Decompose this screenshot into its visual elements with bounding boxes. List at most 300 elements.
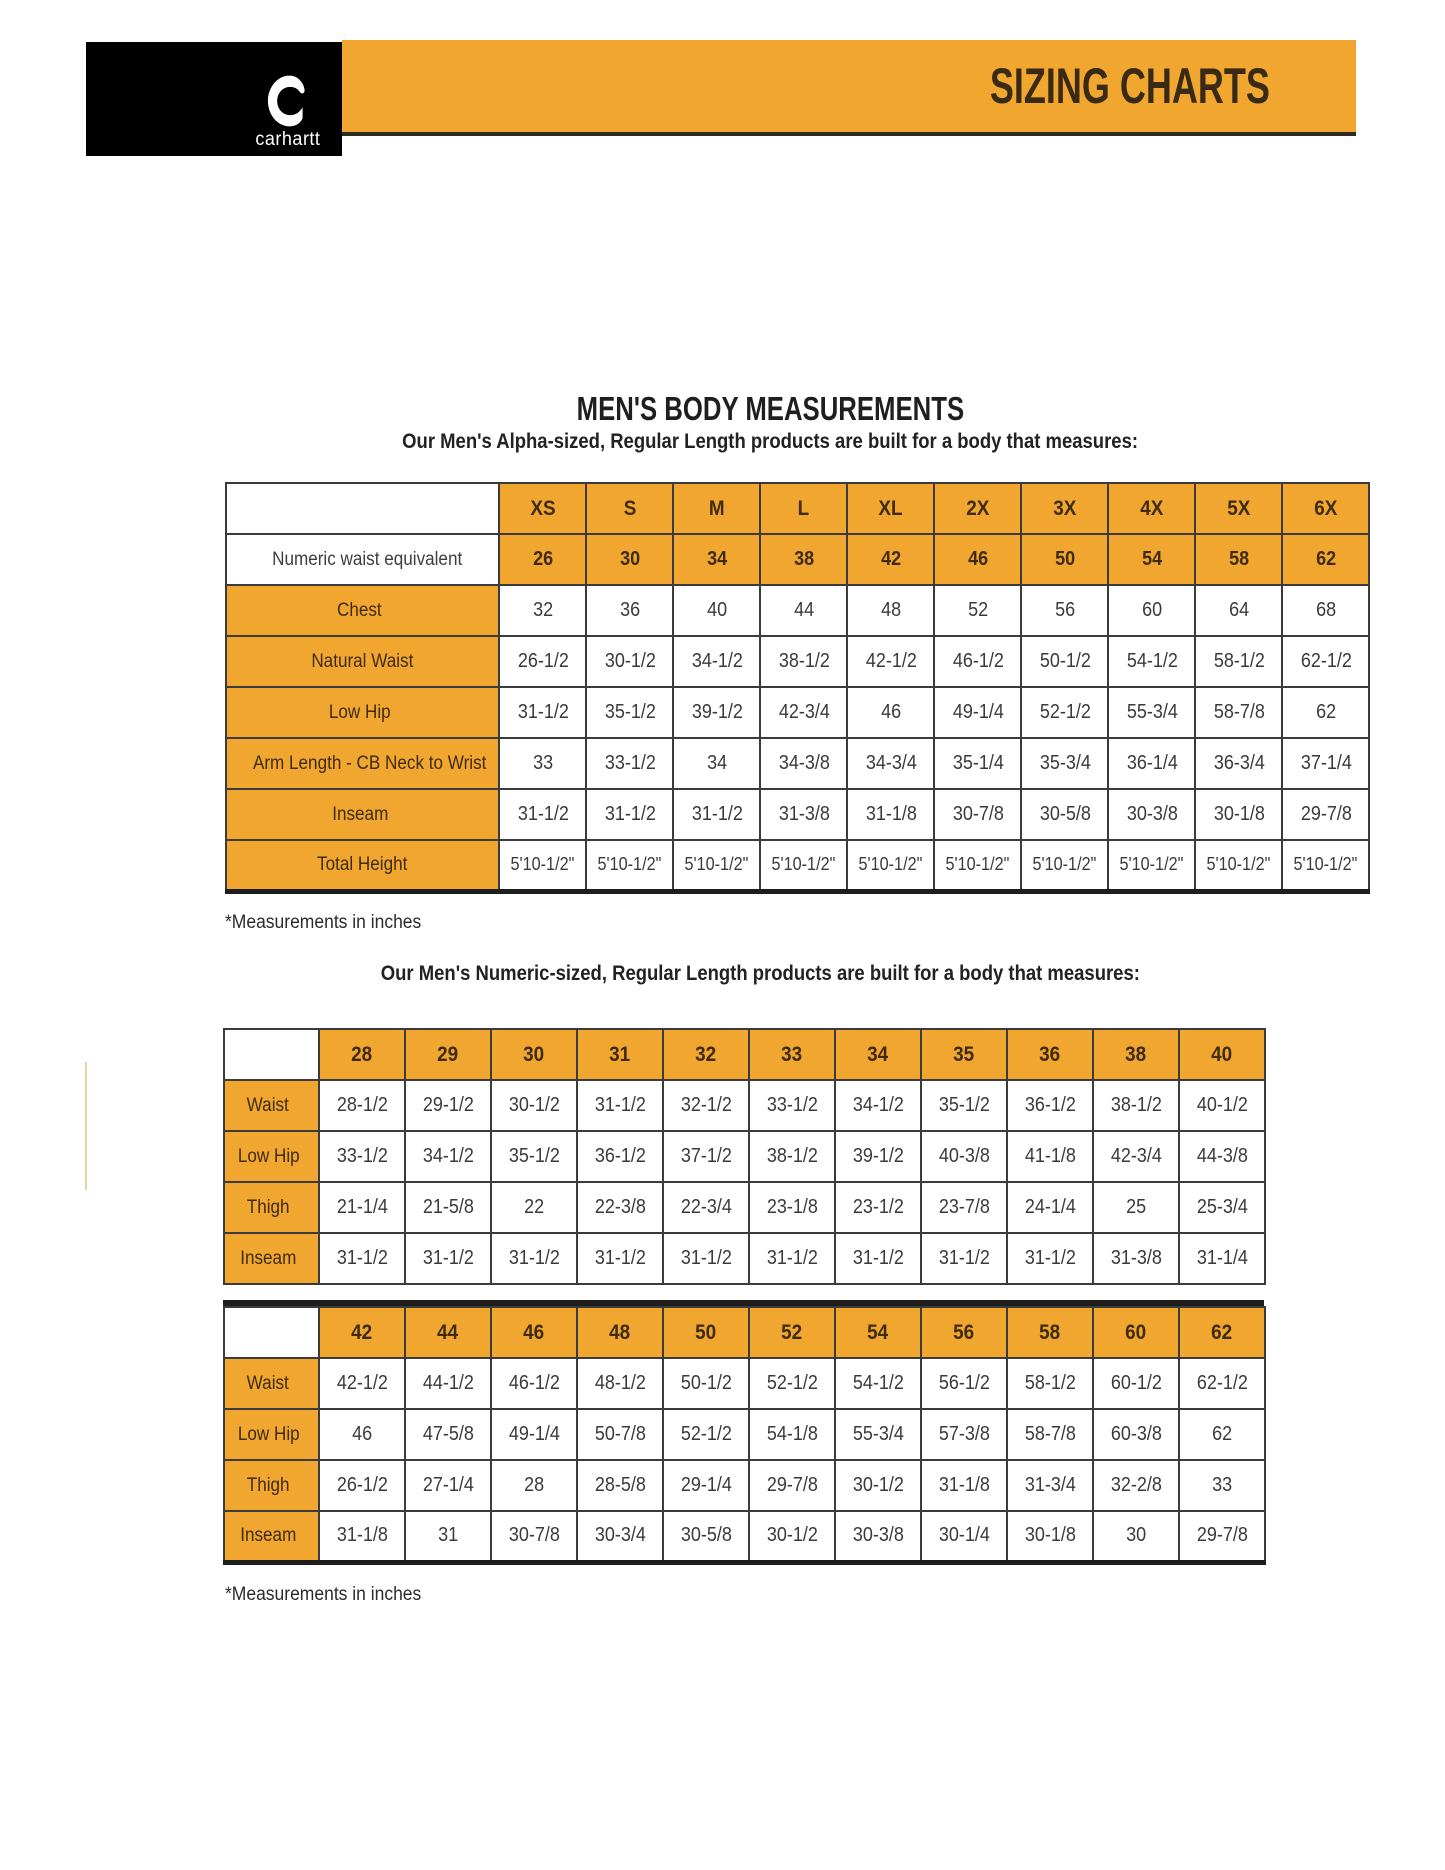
value-cell <box>491 1511 577 1562</box>
value-cell <box>1007 1409 1093 1460</box>
measurement-row <box>224 1233 1265 1284</box>
size-header-cell <box>491 1307 577 1358</box>
value-cell <box>1108 840 1195 891</box>
value-cell-text: 30 <box>619 548 640 570</box>
value-cell <box>1007 1131 1093 1182</box>
size-header-cell-text: 28 <box>351 1042 373 1066</box>
value-cell-text: 21-5/8 <box>422 1196 474 1218</box>
value-cell <box>673 687 760 738</box>
value-cell <box>1282 534 1369 585</box>
value-cell-text: 31-3/8 <box>1110 1247 1162 1269</box>
value-cell <box>586 534 673 585</box>
value-cell-text: 35-1/2 <box>508 1145 560 1167</box>
row-label-cell-text: Total Height <box>316 853 407 875</box>
page-margin-artifact-line <box>85 1062 87 1190</box>
value-cell <box>491 1409 577 1460</box>
value-cell <box>499 585 586 636</box>
alpha-sizing-subtitle <box>95 430 1445 454</box>
size-header-cell <box>1108 483 1195 534</box>
size-header-cell <box>749 1029 835 1080</box>
value-cell-text: 50-1/2 <box>1039 650 1091 672</box>
value-cell-text: 5'10-1/2" <box>1206 854 1271 875</box>
value-cell <box>577 1182 663 1233</box>
size-header-cell-text: L <box>798 496 810 520</box>
value-cell <box>921 1233 1007 1284</box>
value-cell <box>663 1358 749 1409</box>
value-cell-text: 36-1/2 <box>1024 1094 1076 1116</box>
size-header-cell <box>405 1307 491 1358</box>
size-header-cell-text: 33 <box>781 1042 803 1066</box>
value-cell-text: 28 <box>523 1474 545 1496</box>
value-cell <box>934 534 1021 585</box>
alpha-sizing-subtitle-text: Our Men's Alpha-sized, Regular Length products are built for a body that measures: <box>402 430 1138 453</box>
numeric-sizing-subtitle-text: Our Men's Numeric-sized, Regular Length products are built for a body that measures: <box>380 962 1140 985</box>
measurement-row <box>224 1080 1265 1131</box>
size-header-cell-text: 29 <box>437 1042 459 1066</box>
value-cell-text: 31-1/2 <box>1024 1247 1076 1269</box>
value-cell-text: 30-5/8 <box>680 1524 732 1547</box>
value-cell <box>673 585 760 636</box>
value-cell-text: 41-1/8 <box>1024 1145 1076 1167</box>
value-cell-text: 28-1/2 <box>336 1094 388 1116</box>
value-cell-text: 46 <box>351 1423 373 1445</box>
value-cell <box>577 1511 663 1562</box>
value-cell <box>1093 1080 1179 1131</box>
value-cell-text: 49-1/4 <box>952 701 1004 723</box>
value-cell-text: 24-1/4 <box>1024 1196 1076 1218</box>
size-header-cell <box>760 483 847 534</box>
size-header-cell <box>499 483 586 534</box>
row-label-cell-text: Inseam <box>240 1524 297 1546</box>
value-cell <box>1021 738 1108 789</box>
measurement-row <box>224 1511 1265 1562</box>
row-label-cell-text: Natural Waist <box>311 650 414 672</box>
value-cell-text: 64 <box>1228 599 1249 621</box>
value-cell <box>319 1182 405 1233</box>
value-cell-text: 62 <box>1211 1423 1233 1445</box>
value-cell-text: 57-3/8 <box>938 1423 990 1445</box>
value-cell-text: 26-1/2 <box>336 1474 388 1496</box>
value-cell <box>1195 738 1282 789</box>
value-cell <box>491 1080 577 1131</box>
value-cell <box>319 1358 405 1409</box>
table-corner-spacer <box>224 1307 319 1358</box>
value-cell <box>405 1233 491 1284</box>
value-cell <box>1007 1460 1093 1511</box>
value-cell-text: 5'10-1/2" <box>597 854 662 875</box>
value-cell <box>921 1511 1007 1562</box>
value-cell <box>491 1182 577 1233</box>
size-header-cell <box>847 483 934 534</box>
value-cell <box>835 1080 921 1131</box>
value-cell <box>405 1358 491 1409</box>
value-cell <box>921 1131 1007 1182</box>
value-cell <box>1195 534 1282 585</box>
value-cell <box>405 1409 491 1460</box>
row-label-cell <box>226 585 499 636</box>
measurement-row <box>224 1358 1265 1409</box>
value-cell-text: 31-1/2 <box>691 803 743 825</box>
size-header-cell <box>921 1307 1007 1358</box>
value-cell-text: 56-1/2 <box>938 1372 990 1394</box>
value-cell <box>663 1511 749 1562</box>
value-cell <box>835 1511 921 1562</box>
value-cell-text: 40-1/2 <box>1196 1094 1248 1116</box>
value-cell-text: 31-1/2 <box>938 1247 990 1269</box>
value-cell-text: 42-1/2 <box>336 1372 388 1394</box>
value-cell <box>499 840 586 891</box>
value-cell-text: 34-1/2 <box>422 1145 474 1167</box>
value-cell <box>1282 585 1369 636</box>
value-cell-text: 31-1/2 <box>422 1247 474 1269</box>
value-cell <box>1179 1409 1265 1460</box>
value-cell <box>1179 1460 1265 1511</box>
value-cell <box>1108 585 1195 636</box>
value-cell-text: 48 <box>880 599 901 621</box>
row-label-cell <box>224 1233 319 1284</box>
value-cell <box>760 585 847 636</box>
size-header-cell-text: 46 <box>523 1320 545 1344</box>
size-header-cell-text: XS <box>530 496 556 520</box>
size-header-cell-text: 62 <box>1211 1320 1233 1344</box>
value-cell-text: 31-1/2 <box>336 1247 388 1269</box>
numeric-size-table-28-40 <box>223 1028 1266 1285</box>
value-cell-text: 36-3/4 <box>1213 752 1265 774</box>
size-header-cell-text: 52 <box>781 1320 803 1344</box>
value-cell-text: 37-1/4 <box>1300 752 1352 774</box>
value-cell <box>760 687 847 738</box>
value-cell <box>1093 1511 1179 1562</box>
value-cell <box>835 1131 921 1182</box>
size-header-cell-text: 30 <box>523 1042 545 1066</box>
value-cell <box>1179 1511 1265 1562</box>
value-cell-text: 5'10-1/2" <box>1032 854 1097 875</box>
value-cell-text: 35-1/4 <box>952 752 1004 774</box>
value-cell <box>663 1182 749 1233</box>
value-cell <box>405 1511 491 1562</box>
row-label-cell <box>224 1131 319 1182</box>
value-cell <box>749 1358 835 1409</box>
size-header-cell <box>835 1029 921 1080</box>
value-cell-text: 33 <box>1211 1474 1233 1496</box>
value-cell <box>847 738 934 789</box>
value-cell <box>663 1233 749 1284</box>
mens-body-measurements-title-text: MEN'S BODY MEASUREMENTS <box>576 390 964 427</box>
measurement-row <box>226 585 1369 636</box>
value-cell-text: 62-1/2 <box>1300 650 1352 672</box>
size-header-cell-text: 54 <box>867 1320 889 1344</box>
value-cell <box>1093 1131 1179 1182</box>
value-cell <box>1108 738 1195 789</box>
value-cell-text: 38-1/2 <box>766 1145 818 1167</box>
value-cell <box>663 1409 749 1460</box>
value-cell-text: 33-1/2 <box>336 1145 388 1167</box>
row-label-cell-text: Thigh <box>246 1196 290 1218</box>
value-cell <box>921 1409 1007 1460</box>
value-cell-text: 31 <box>437 1524 459 1547</box>
value-cell-text: 62 <box>1315 548 1336 570</box>
value-cell-text: 36-1/4 <box>1126 752 1178 774</box>
value-cell-text: 42-3/4 <box>1110 1145 1162 1167</box>
value-cell-text: 35-1/2 <box>938 1094 990 1116</box>
value-cell <box>835 1182 921 1233</box>
value-cell <box>663 1460 749 1511</box>
value-cell-text: 38 <box>793 548 814 570</box>
size-header-cell-text: XL <box>878 496 903 520</box>
table-corner-spacer <box>224 1029 319 1080</box>
size-header-cell-text: 50 <box>695 1320 717 1344</box>
value-cell-text: 68 <box>1315 599 1336 621</box>
value-cell-text: 26 <box>532 548 553 570</box>
value-cell-text: 32 <box>532 599 553 621</box>
value-cell-text: 39-1/2 <box>852 1145 904 1167</box>
value-cell <box>499 636 586 687</box>
measurement-row <box>226 738 1369 789</box>
value-cell <box>577 1080 663 1131</box>
value-cell-text: 31-3/8 <box>778 803 830 825</box>
value-cell-text: 42 <box>880 548 901 570</box>
value-cell <box>749 1131 835 1182</box>
size-header-cell-text: M <box>709 496 725 520</box>
value-cell-text: 58-1/2 <box>1024 1372 1076 1394</box>
value-cell-text: 32-1/2 <box>680 1094 732 1116</box>
size-header-cell-text: 5X <box>1227 496 1251 520</box>
value-cell-text: 31-1/2 <box>517 803 569 825</box>
size-header-cell <box>663 1029 749 1080</box>
value-cell <box>577 1460 663 1511</box>
value-cell-text: 5'10-1/2" <box>858 854 923 875</box>
value-cell <box>749 1182 835 1233</box>
row-label-cell <box>226 636 499 687</box>
value-cell <box>934 840 1021 891</box>
row-label-cell-text: Numeric waist equivalent <box>272 548 463 570</box>
value-cell-text: 29-1/4 <box>680 1474 732 1496</box>
row-label-cell <box>226 534 499 585</box>
size-header-cell-text: 60 <box>1125 1320 1147 1344</box>
row-label-cell-text: Arm Length - CB Neck to Wrist <box>252 752 487 774</box>
value-cell-text: 31-1/2 <box>594 1094 646 1116</box>
measurement-row <box>224 1131 1265 1182</box>
value-cell <box>1179 1358 1265 1409</box>
value-cell <box>1007 1080 1093 1131</box>
size-header-cell-text: 56 <box>953 1320 975 1344</box>
size-header-cell <box>749 1307 835 1358</box>
value-cell-text: 30-1/2 <box>852 1474 904 1496</box>
value-cell <box>1282 636 1369 687</box>
measurement-row <box>226 534 1369 585</box>
value-cell <box>491 1460 577 1511</box>
value-cell-text: 62-1/2 <box>1196 1372 1248 1394</box>
row-label-cell-text: Low Hip <box>238 1145 300 1167</box>
value-cell-text: 58 <box>1228 548 1249 570</box>
value-cell-text: 30-1/2 <box>766 1524 818 1547</box>
value-cell <box>1007 1511 1093 1562</box>
value-cell <box>499 738 586 789</box>
value-cell-text: 5'10-1/2" <box>945 854 1010 875</box>
row-label-cell-text: Waist <box>246 1094 289 1116</box>
value-cell-text: 5'10-1/2" <box>771 854 836 875</box>
value-cell-text: 50-1/2 <box>680 1372 732 1394</box>
row-label-cell <box>224 1460 319 1511</box>
value-cell-text: 31-1/8 <box>865 803 917 825</box>
value-cell-text: 5'10-1/2" <box>510 854 575 875</box>
value-cell-text: 50-7/8 <box>594 1423 646 1445</box>
value-cell-text: 39-1/2 <box>691 701 743 723</box>
size-header-cell <box>577 1307 663 1358</box>
measurements-footnote-alpha-text: *Measurements in inches <box>225 912 422 933</box>
value-cell-text: 22-3/8 <box>594 1196 646 1218</box>
value-cell-text: 54 <box>1141 548 1162 570</box>
value-cell <box>921 1358 1007 1409</box>
value-cell-text: 31-1/2 <box>594 1247 646 1269</box>
size-header-cell <box>1179 1307 1265 1358</box>
value-cell-text: 21-1/4 <box>336 1196 388 1218</box>
value-cell-text: 31-1/8 <box>336 1524 388 1547</box>
value-cell-text: 52-1/2 <box>1039 701 1091 723</box>
value-cell <box>491 1358 577 1409</box>
value-cell-text: 30-1/8 <box>1024 1524 1076 1547</box>
value-cell <box>749 1080 835 1131</box>
value-cell <box>749 1460 835 1511</box>
value-cell <box>405 1182 491 1233</box>
size-header-cell <box>405 1029 491 1080</box>
value-cell-text: 36-1/2 <box>594 1145 646 1167</box>
value-cell <box>760 738 847 789</box>
size-header-cell-text: 31 <box>609 1042 631 1066</box>
value-cell <box>586 687 673 738</box>
value-cell <box>319 1511 405 1562</box>
value-cell-text: 31-1/2 <box>852 1247 904 1269</box>
row-label-cell <box>224 1080 319 1131</box>
value-cell <box>934 585 1021 636</box>
value-cell-text: 5'10-1/2" <box>1119 854 1184 875</box>
value-cell-text: 60 <box>1141 599 1162 621</box>
numeric-size-table-42-62 <box>223 1306 1266 1565</box>
value-cell <box>586 789 673 840</box>
value-cell-text: 29-7/8 <box>766 1474 818 1496</box>
value-cell <box>1021 687 1108 738</box>
size-header-cell-text: 36 <box>1039 1042 1061 1066</box>
size-header-cell <box>1179 1029 1265 1080</box>
size-header-cell <box>835 1307 921 1358</box>
value-cell-text: 62 <box>1315 701 1336 723</box>
value-cell <box>847 534 934 585</box>
value-cell-text: 31-3/4 <box>1024 1474 1076 1496</box>
value-cell-text: 49-1/4 <box>508 1423 560 1445</box>
value-cell-text: 54-1/2 <box>1126 650 1178 672</box>
value-cell <box>491 1131 577 1182</box>
value-cell-text: 34 <box>706 752 727 774</box>
value-cell-text: 58-7/8 <box>1024 1423 1076 1445</box>
size-header-cell <box>1007 1029 1093 1080</box>
value-cell-text: 58-1/2 <box>1213 650 1265 672</box>
value-cell <box>835 1358 921 1409</box>
size-header-cell-text: 35 <box>953 1042 975 1066</box>
value-cell-text: 46 <box>967 548 988 570</box>
value-cell <box>319 1460 405 1511</box>
value-cell <box>847 789 934 840</box>
value-cell <box>663 1080 749 1131</box>
value-cell <box>673 789 760 840</box>
value-cell <box>1195 789 1282 840</box>
size-header-cell <box>673 483 760 534</box>
value-cell-text: 60-3/8 <box>1110 1423 1162 1445</box>
value-cell <box>1108 687 1195 738</box>
size-header-cell-text: 38 <box>1125 1042 1147 1066</box>
value-cell <box>1108 534 1195 585</box>
value-cell <box>405 1131 491 1182</box>
value-cell <box>1093 1358 1179 1409</box>
value-cell-text: 36 <box>619 599 640 621</box>
value-cell-text: 44 <box>793 599 814 621</box>
value-cell-text: 38-1/2 <box>1110 1094 1162 1116</box>
value-cell-text: 29-1/2 <box>422 1094 474 1116</box>
measurement-row <box>224 1182 1265 1233</box>
value-cell-text: 35-3/4 <box>1039 752 1091 774</box>
value-cell <box>1021 585 1108 636</box>
row-label-cell-text: Waist <box>246 1372 289 1394</box>
value-cell <box>1007 1182 1093 1233</box>
measurement-row <box>224 1409 1265 1460</box>
size-header-cell-text: 34 <box>867 1042 889 1066</box>
value-cell-text: 32-2/8 <box>1110 1474 1162 1496</box>
value-cell <box>586 840 673 891</box>
value-cell <box>577 1409 663 1460</box>
mens-body-measurements-title <box>95 390 1445 428</box>
size-header-cell <box>1282 483 1369 534</box>
size-header-cell-text: 6X <box>1314 496 1338 520</box>
value-cell-text: 31-1/8 <box>938 1474 990 1496</box>
value-cell-text: 5'10-1/2" <box>1293 854 1358 875</box>
value-cell-text: 25-3/4 <box>1196 1196 1248 1218</box>
size-header-cell <box>586 483 673 534</box>
value-cell-text: 30 <box>1125 1524 1147 1547</box>
value-cell-text: 54-1/8 <box>766 1423 818 1445</box>
value-cell <box>760 840 847 891</box>
carhartt-wordmark: carhartt <box>254 129 320 150</box>
header-gold-band <box>342 40 1356 136</box>
measurement-row <box>226 840 1369 891</box>
value-cell-text: 34-3/4 <box>865 752 917 774</box>
value-cell-text: 42-3/4 <box>778 701 830 723</box>
value-cell-text: 46-1/2 <box>508 1372 560 1394</box>
size-header-cell-text: 40 <box>1211 1042 1233 1066</box>
value-cell-text: 33-1/2 <box>604 752 656 774</box>
value-cell-text: 29-7/8 <box>1300 803 1352 825</box>
size-header-cell-text: 42 <box>351 1320 373 1344</box>
measurement-row <box>224 1460 1265 1511</box>
carhartt-logo-box <box>86 42 342 156</box>
value-cell <box>1179 1131 1265 1182</box>
row-label-cell <box>226 789 499 840</box>
value-cell-text: 30-1/4 <box>938 1524 990 1547</box>
value-cell-text: 44-3/8 <box>1196 1145 1248 1167</box>
value-cell <box>577 1358 663 1409</box>
value-cell <box>835 1409 921 1460</box>
value-cell-text: 23-1/8 <box>766 1196 818 1218</box>
value-cell-text: 28-5/8 <box>594 1474 646 1496</box>
row-label-cell <box>226 687 499 738</box>
value-cell-text: 34-3/8 <box>778 752 830 774</box>
value-cell <box>586 585 673 636</box>
row-label-cell-text: Thigh <box>246 1474 290 1496</box>
value-cell-text: 34-1/2 <box>691 650 743 672</box>
size-header-cell-text: 58 <box>1039 1320 1061 1344</box>
value-cell-text: 52 <box>967 599 988 621</box>
value-cell <box>760 534 847 585</box>
size-header-cell <box>319 1029 405 1080</box>
value-cell <box>405 1460 491 1511</box>
